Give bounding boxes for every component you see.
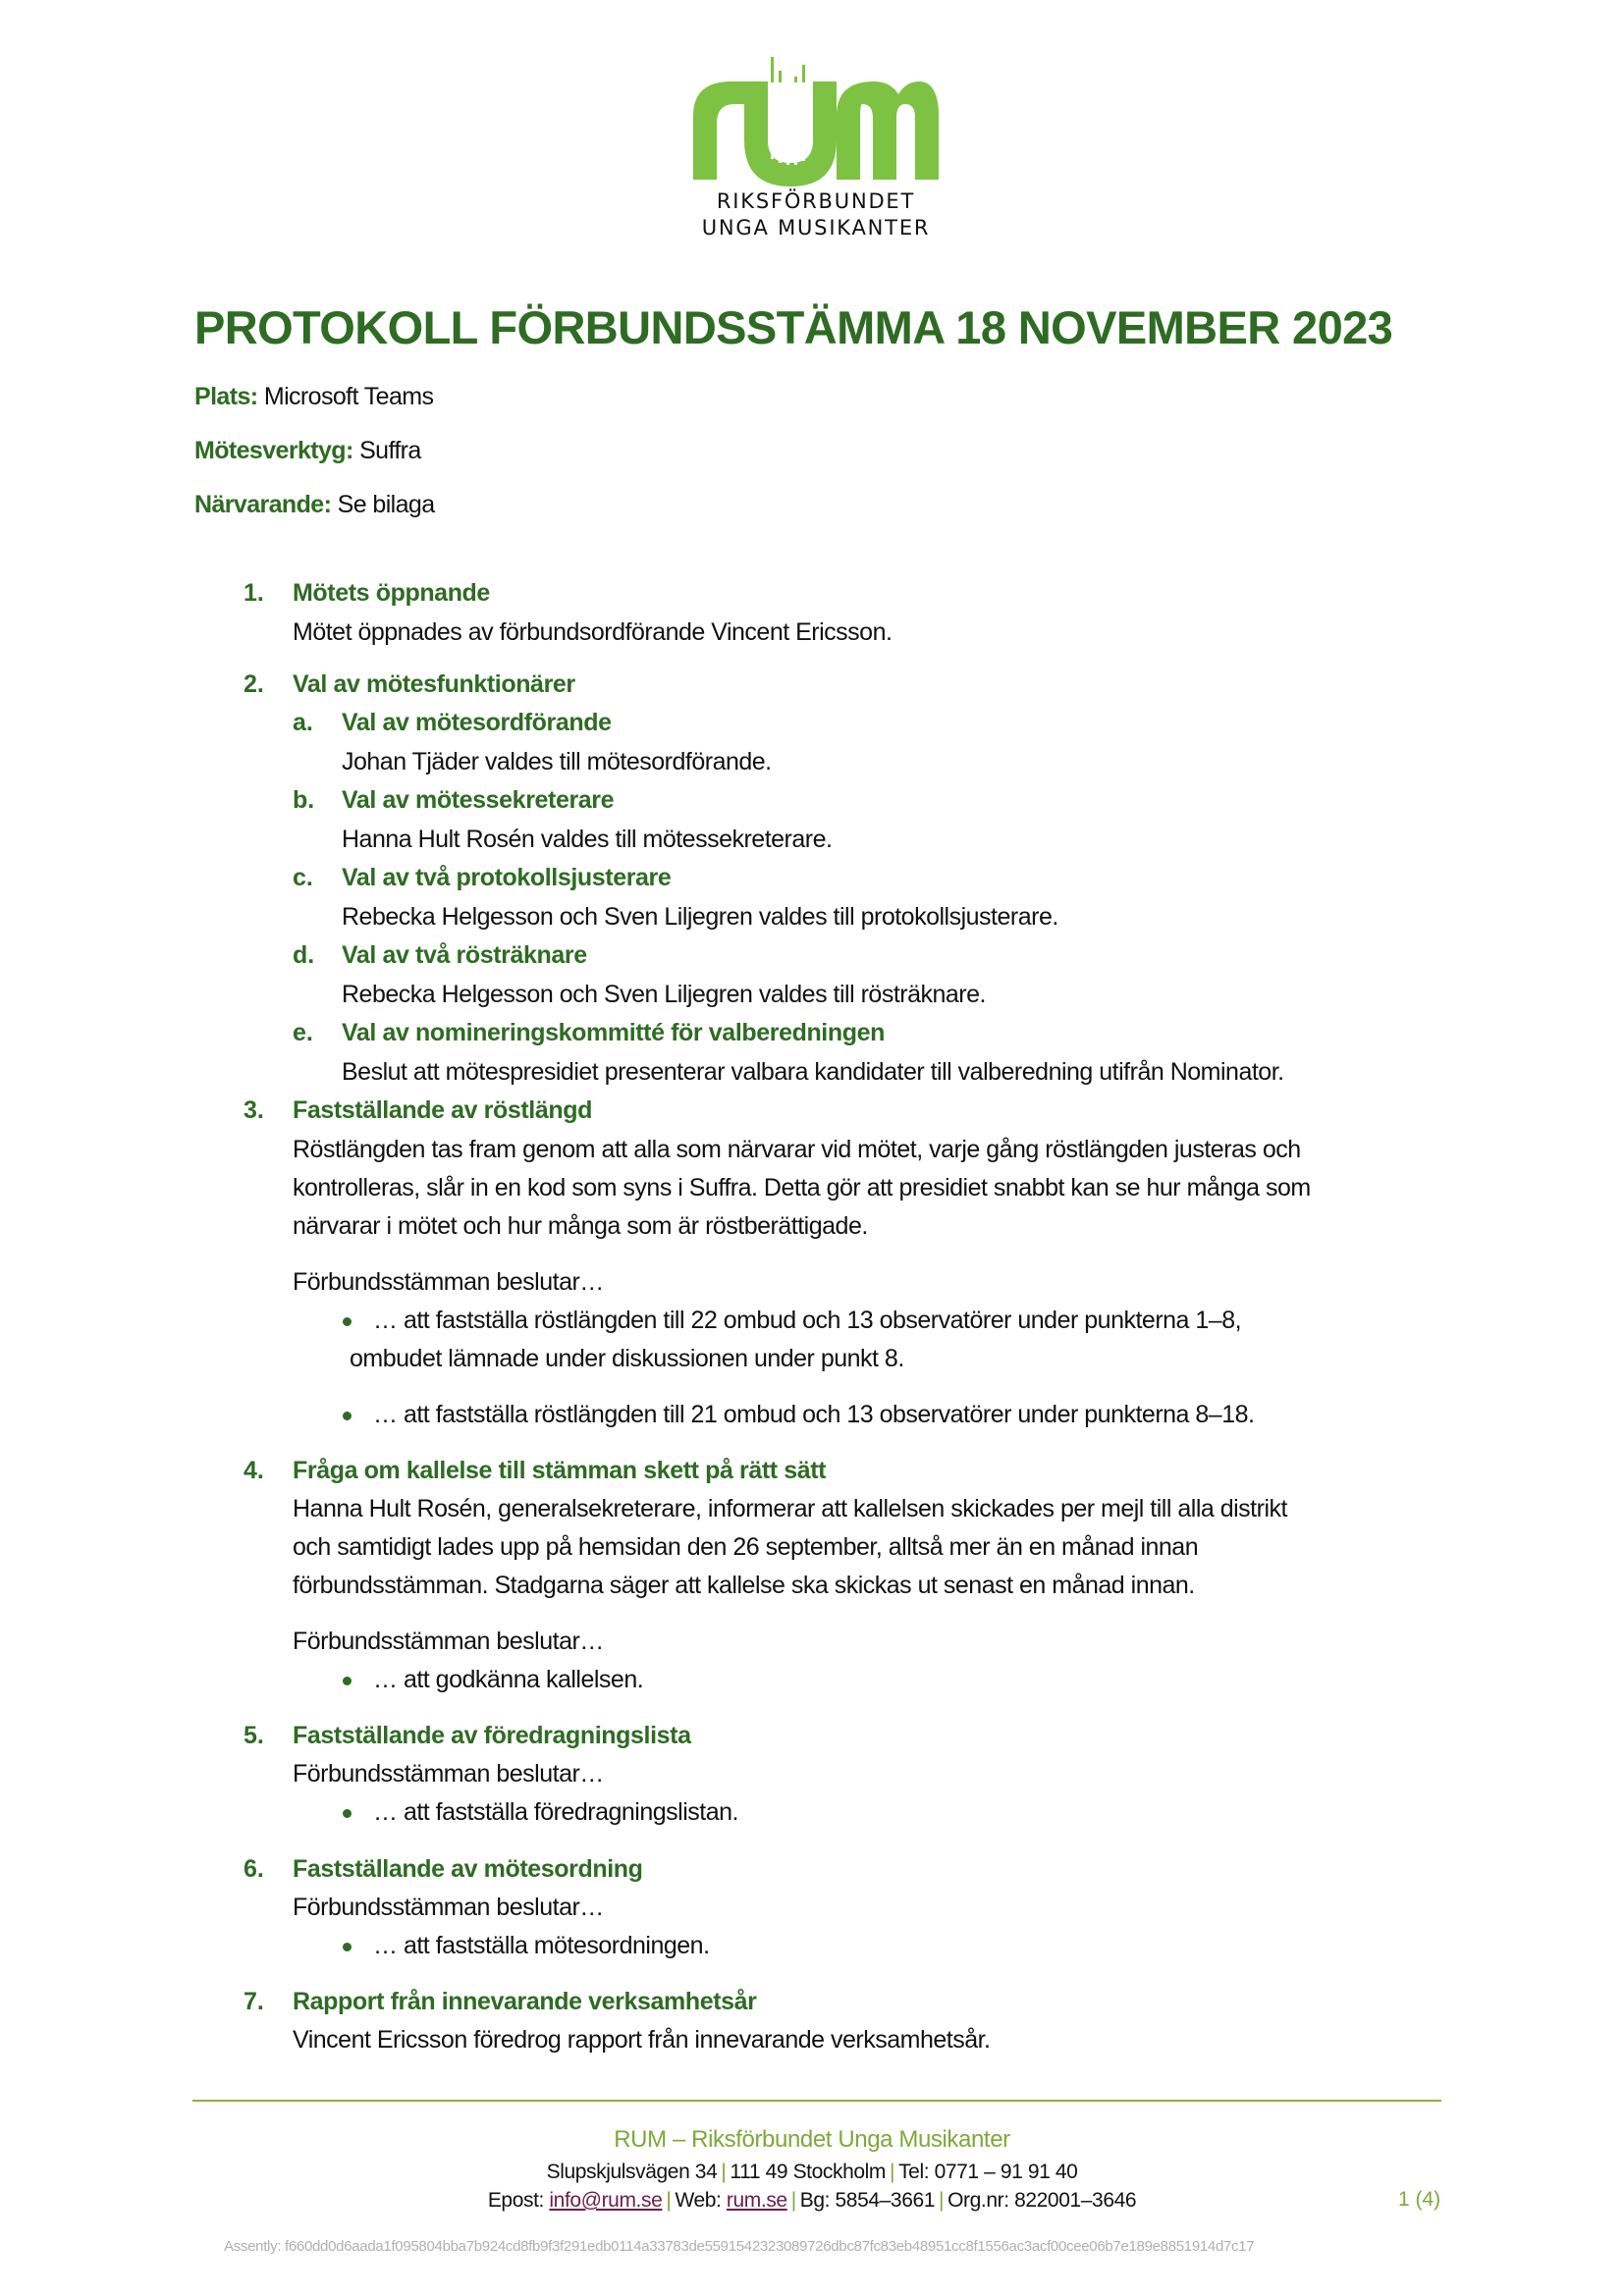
meta-key: Plats: — [194, 383, 258, 410]
bullet-icon — [343, 1317, 352, 1326]
section-body-line: Röstlängden tas fram genom att alla som närvarar vid mötet, varje gång röstlängden justeras och — [293, 1136, 1301, 1163]
assently-signature-hash: Assently: f660dd0d6aada1f095804bba7b924cd8fb9f3f291edb0114a33783de5591542323089726dbc87fc83eb48951cc8f1556ac3acf00cee06b7e189e8851914d7c17 — [224, 2238, 1255, 2255]
section-body-line: och samtidigt lades upp på hemsidan den 26 september, alltså mer än en månad innan — [293, 1533, 1199, 1561]
separator: | — [890, 2161, 895, 2183]
separator: | — [721, 2161, 727, 2183]
subsection-body: Rebecka Helgesson och Sven Liljegren valdes till rösträknare. — [342, 981, 986, 1008]
footer-divider — [192, 2100, 1441, 2102]
subsection-number: d. — [293, 941, 315, 969]
footer-tel: Tel: 0771 – 91 91 40 — [898, 2161, 1078, 2183]
subsection-title: Val av två rösträknare — [342, 941, 587, 969]
bullet-icon — [343, 1677, 352, 1685]
section-title: Rapport från innevarande verksamhetsår — [293, 1988, 757, 2015]
section-number: 3. — [244, 1096, 264, 1124]
separator: | — [666, 2189, 672, 2212]
footer-address-line — [0, 2161, 1624, 2184]
section-title: Mötets öppnande — [293, 579, 490, 607]
footer-email-link[interactable]: info@rum.se — [549, 2189, 663, 2212]
logo-line-1: RIKSFÖRBUNDET — [716, 189, 916, 213]
section-body-line: kontrolleras, slår in en kod som syns i Suffra. Detta gör att presidiet snabbt kan se hur många som — [293, 1174, 1311, 1201]
decision-item: … att godkänna kallelsen. — [373, 1666, 644, 1693]
bullet-icon — [343, 1809, 352, 1818]
section-number: 7. — [244, 1988, 264, 2015]
decision-lead: Förbundsstämman beslutar… — [293, 1894, 604, 1921]
subsection-title: Val av två protokollsjusterare — [342, 864, 672, 891]
footer-web-link[interactable]: rum.se — [726, 2189, 787, 2212]
section-title: Fastställande av mötesordning — [293, 1855, 643, 1883]
page-number: 1 (4) — [1398, 2188, 1441, 2211]
subsection-body: Johan Tjäder valdes till mötesordförande. — [342, 748, 772, 775]
meta-value: Suffra — [359, 437, 421, 464]
decision-item: … att fastställa föredragningslistan. — [373, 1798, 738, 1826]
bullet-icon — [343, 1412, 352, 1420]
decision-item: … att fastställa mötesordningen. — [373, 1932, 710, 1959]
footer-contact-line — [0, 2189, 1624, 2213]
subsection-title: Val av mötesordförande — [342, 709, 612, 736]
section-number: 6. — [244, 1855, 264, 1883]
section-title: Val av mötesfunktionärer — [293, 670, 575, 698]
section-number: 4. — [244, 1457, 264, 1484]
section-number: 5. — [244, 1722, 264, 1749]
subsection-title: Val av mötessekreterare — [342, 786, 615, 814]
decision-lead: Förbundsstämman beslutar… — [293, 1268, 604, 1296]
separator: | — [790, 2189, 796, 2212]
meta-value: Microsoft Teams — [263, 383, 434, 410]
separator: | — [939, 2189, 945, 2212]
decision-item: … att fastställa röstlängden till 22 ombud och 13 observatörer under punkterna 1–8, — [373, 1307, 1242, 1334]
decision-item-cont: ombudet lämnade under diskussionen under punkt 8. — [350, 1345, 904, 1372]
section-title: Fråga om kallelse till stämman skett på rätt sätt — [293, 1457, 827, 1484]
meta-key: Mötesverktyg: — [194, 437, 353, 464]
section-body: Mötet öppnades av förbundsordförande Vincent Ericsson. — [293, 618, 893, 646]
decision-lead: Förbundsstämman beslutar… — [293, 1760, 604, 1788]
meta-key: Närvarande: — [194, 491, 332, 518]
section-number: 1. — [244, 579, 264, 607]
logo-text — [687, 188, 945, 241]
section-number: 2. — [244, 670, 264, 698]
bullet-icon — [343, 1943, 352, 1951]
decision-lead: Förbundsstämman beslutar… — [293, 1628, 604, 1655]
section-title: Fastställande av röstlängd — [293, 1096, 592, 1124]
footer-epost-label: Epost: — [487, 2189, 544, 2212]
footer-org-name: RUM – Riksförbundet Unga Musikanter — [614, 2126, 1010, 2153]
decision-item: … att fastställa röstlängden till 21 ombud och 13 observatörer under punkterna 8–18. — [373, 1401, 1255, 1428]
subsection-number: c. — [293, 864, 313, 891]
subsection-number: e. — [293, 1019, 313, 1046]
subsection-number: b. — [293, 786, 315, 814]
subsection-number: a. — [293, 709, 313, 736]
document-title: PROTOKOLL FÖRBUNDSSTÄMMA 18 NOVEMBER 2023 — [194, 301, 1393, 353]
meta-plats — [194, 383, 433, 411]
meta-value: Se bilaga — [337, 491, 435, 518]
subsection-body: Beslut att mötespresidiet presenterar valbara kandidater till valberedning utifrån Nominator. — [342, 1058, 1284, 1086]
section-title: Fastställande av föredragningslista — [293, 1722, 691, 1749]
section-body-line: förbundsstämman. Stadgarna säger att kallelse ska skickas ut senast en månad innan. — [293, 1572, 1195, 1599]
footer-address: Slupskjulsvägen 34 — [546, 2161, 718, 2183]
meta-narvarande — [194, 491, 435, 519]
section-body: Vincent Ericsson föredrog rapport från innevarande verksamhetsår. — [293, 2026, 991, 2054]
meta-motesverktyg — [194, 437, 421, 465]
footer-org-nr: Org.nr: 822001–3646 — [947, 2189, 1137, 2212]
footer-city: 111 49 Stockholm — [730, 2161, 887, 2183]
subsection-title: Val av nomineringskommitté för valberedningen — [342, 1019, 885, 1046]
subsection-body: Hanna Hult Rosén valdes till mötessekreterare. — [342, 826, 833, 853]
logo-line-2: UNGA MUSIKANTER — [701, 216, 931, 240]
section-body-line: närvarar i mötet och hur många som är röstberättigade. — [293, 1212, 868, 1240]
subsection-body: Rebecka Helgesson och Sven Liljegren valdes till protokollsjusterare. — [342, 903, 1058, 931]
section-body-line: Hanna Hult Rosén, generalsekreterare, informerar att kallelsen skickades per mejl till alla distrikt — [293, 1495, 1287, 1522]
footer-bg: Bg: 5854–3661 — [799, 2189, 936, 2212]
footer-web-label: Web: — [675, 2189, 722, 2212]
